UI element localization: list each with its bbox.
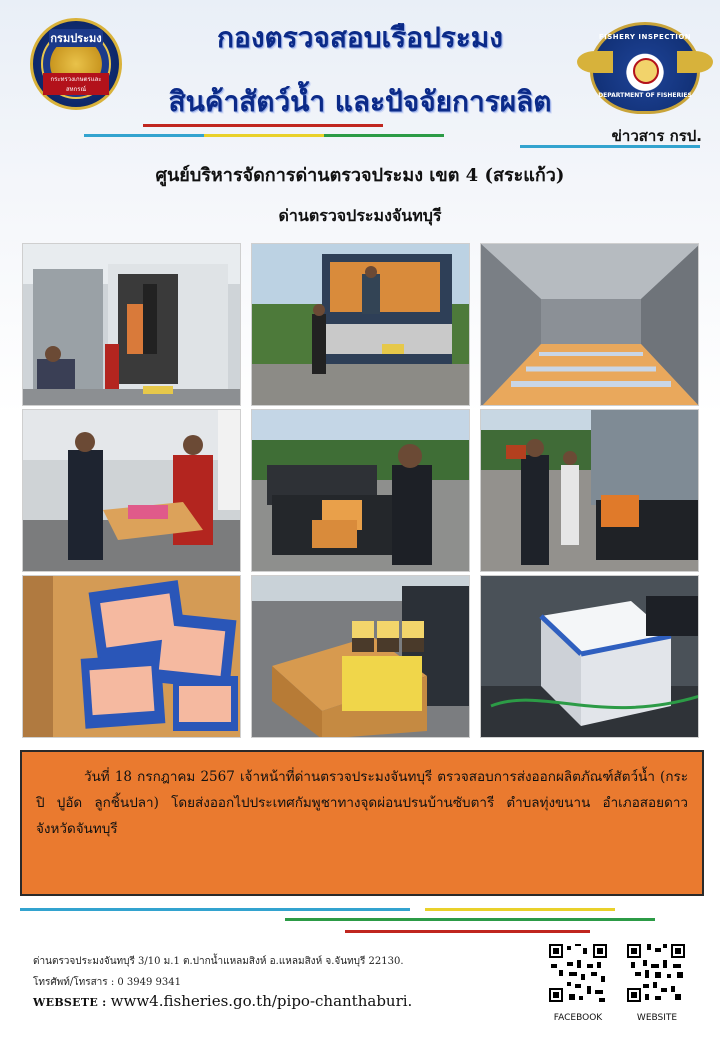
footer-address: ด่านตรวจประมงจันทบุรี 3/10 ม.1 ต.ปากน้ำแหลมสิงห์ อ.แหลมสิงห์ จ.จันทบุรี 22130. bbox=[33, 956, 404, 967]
footer-website bbox=[33, 992, 412, 1010]
photo-pickup-inspection bbox=[251, 409, 470, 572]
photo-packaged-crab-sticks bbox=[22, 575, 241, 738]
website-url[interactable]: www4.fisheries.go.th/pipo-chanthaburi. bbox=[110, 992, 413, 1010]
seal-icon bbox=[633, 58, 659, 84]
department-of-fisheries-logo bbox=[30, 18, 122, 110]
website-qr-icon[interactable] bbox=[627, 944, 685, 1002]
website-qr-label: WEBSITE bbox=[636, 1013, 678, 1023]
footer-rule-red bbox=[345, 930, 590, 933]
header-rule-green bbox=[324, 134, 444, 137]
header-rule-cyan bbox=[84, 134, 204, 137]
right-logo-bottom-text: DEPARTMENT OF FISHERIES bbox=[598, 92, 692, 99]
photo-grid bbox=[22, 243, 699, 733]
photo-truck-loading bbox=[251, 243, 470, 406]
page-title-line1: กองตรวจสอบเรือประมง bbox=[217, 21, 503, 54]
footer-rule-green bbox=[285, 918, 655, 921]
footer-rule-yellow bbox=[425, 908, 615, 911]
left-logo-title: กรมประมง bbox=[49, 29, 103, 47]
right-logo-top-text: FISHERY INSPECTION bbox=[598, 33, 692, 41]
photo-truck-open-doors bbox=[22, 243, 241, 406]
photo-officer-with-box bbox=[480, 409, 699, 572]
center-title: ศูนย์บริหารจัดการด่านตรวจประมง เขต 4 (สระแก้ว) bbox=[155, 165, 565, 186]
news-tag: ข่าวสาร กรป. bbox=[611, 127, 702, 145]
caption-text: วันที่ 18 กรกฎาคม 2567 เจ้าหน้าที่ด่านตรวจประมงจันทบุรี ตรวจสอบการส่งออกผลิตภัณฑ์สัตว์น้ำ (กระปิ ปูอัด ลูกชิ้นปลา) โดยส่งออกไปประเทศกัมพูชาทางจุดผ่อนปรนบ้านซับตารี ตำบลทุ่งขนาน อำเภอสอยดาว จังหวัดจันทบุรี bbox=[36, 769, 688, 837]
footer-phone: โทรศัพท์/โทรสาร : 0 3949 9341 bbox=[33, 977, 182, 988]
facebook-qr-icon[interactable] bbox=[549, 944, 607, 1002]
footer-rule-cyan bbox=[20, 908, 410, 911]
facebook-qr-label: FACEBOOK bbox=[553, 1013, 603, 1023]
header-rule-yellow bbox=[204, 134, 324, 137]
website-label: WEBSETE : bbox=[33, 996, 111, 1009]
photo-sealed-carton bbox=[480, 575, 699, 738]
page-title-line2: สินค้าสัตว์น้ำ และปัจจัยการผลิต bbox=[168, 85, 552, 118]
photo-inspecting-boxes bbox=[22, 409, 241, 572]
photo-container-interior bbox=[480, 243, 699, 406]
sub-title: ด่านตรวจประมงจันทบุรี bbox=[278, 206, 442, 225]
wing-left-icon bbox=[577, 51, 613, 73]
left-logo-ministry: กระทรวงเกษตรและสหกรณ์ bbox=[43, 73, 109, 95]
wing-right-icon bbox=[677, 51, 713, 73]
header-rule-red bbox=[143, 124, 383, 127]
fishery-inspection-logo bbox=[590, 22, 700, 114]
photo-jars-in-box bbox=[251, 575, 470, 738]
caption-box bbox=[20, 750, 704, 896]
